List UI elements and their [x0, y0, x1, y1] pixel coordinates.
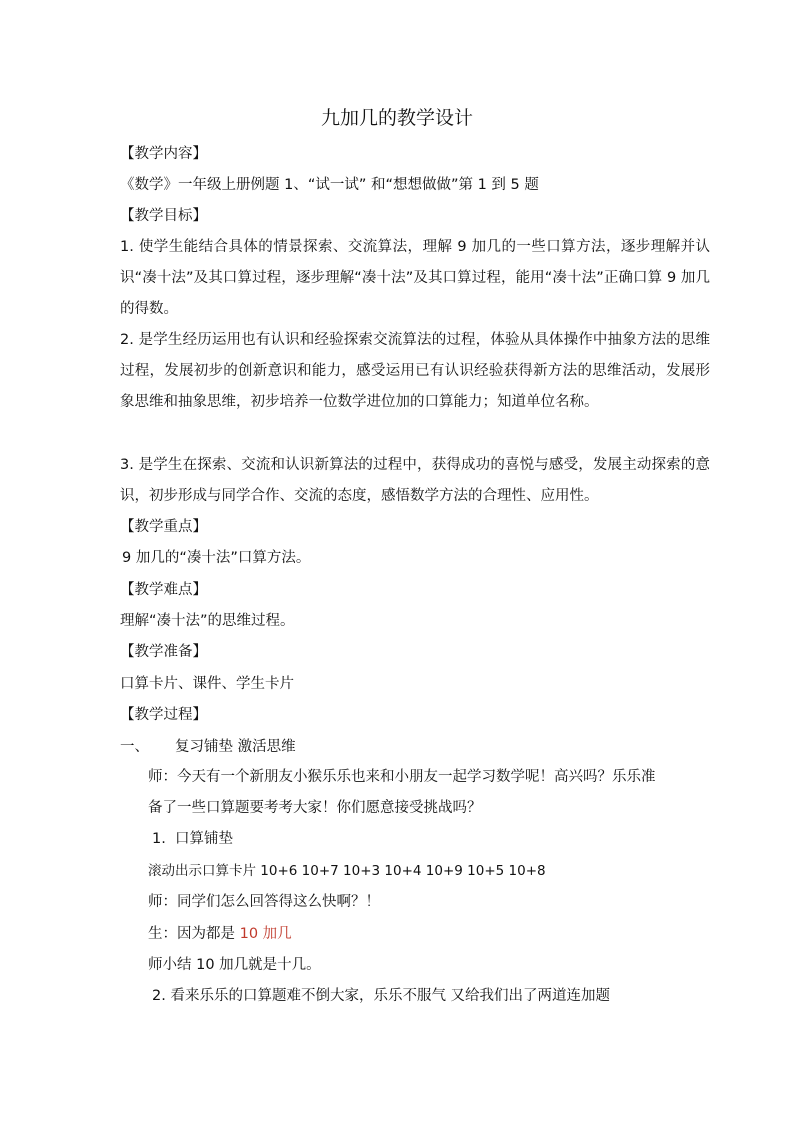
goal-3: 3. 是学生在探索、交流和认识新算法的过程中，获得成功的喜悦与感受，发展主动探索的意识，初步形成与同学合作、交流的态度，感悟数学方法的合理性、应用性。 [120, 457, 710, 504]
item-1-label: 口算铺垫 [175, 831, 233, 847]
section-1-label: 复习铺垫 激活思维 [175, 739, 296, 755]
document-title: 九加几的教学设计 [320, 107, 473, 129]
key-text: 9 加几的“凑十法”口算方法。 [122, 550, 311, 566]
heading-prep: 【教学准备】 [120, 644, 207, 660]
teacher-question: 师：同学们怎么回答得这么快啊？！ [148, 894, 380, 910]
difficulty-text: 理解“凑十法”的思维过程。 [120, 613, 295, 629]
prep-text: 口算卡片、课件、学生卡片 [120, 676, 294, 692]
teacher-summary: 师小结 10 加几就是十几。 [148, 957, 321, 973]
item-1-number: 1. [152, 831, 166, 847]
student-answer [148, 924, 292, 944]
content-text: 《数学》一年级上册例题 1、“试一试” 和“想想做做”第 1 到 5 题 [120, 177, 539, 193]
teacher-intro-line-2: 备了一些口算题要考考大家！你们愿意接受挑战吗？ [148, 800, 482, 816]
section-1-number: 一、 [120, 739, 149, 755]
heading-process: 【教学过程】 [120, 707, 207, 723]
heading-key: 【教学重点】 [120, 519, 207, 535]
student-answer-prefix: 生：因为都是 [148, 926, 240, 942]
heading-content: 【教学内容】 [120, 146, 207, 162]
student-answer-highlight: 10 加几 [239, 926, 292, 942]
item-2-text: 2. 看来乐乐的口算题难不倒大家，乐乐不服气 又给我们出了两道连加题 [152, 988, 611, 1004]
heading-goals: 【教学目标】 [120, 208, 207, 224]
goal-1: 1. 使学生能结合具体的情景探索、交流算法，理解 9 加几的一些口算方法，逐步理解并认识“凑十法”及其口算过程，逐步理解“凑十法”及其口算过程，能用“凑十法”正确口算 9 加几的得数。 [120, 239, 710, 317]
scroll-cards-text: 滚动出示口算卡片 10+6 10+7 10+3 10+4 10+9 10+5 10+8 [148, 863, 546, 879]
heading-difficulty: 【教学难点】 [120, 582, 207, 598]
goal-2: 2. 是学生经历运用也有认识和经验探索交流算法的过程，体验从具体操作中抽象方法的思维过程，发展初步的创新意识和能力，感受运用已有认识经验获得新方法的思维活动，发展形象思维和抽象思维，初步培养一位数学进位加的口算能力；知道单位名称。 [120, 332, 710, 410]
teacher-intro-line-1: 师：今天有一个新朋友小猴乐乐也来和小朋友一起学习数学呢！高兴吗？乐乐准 [148, 769, 656, 785]
